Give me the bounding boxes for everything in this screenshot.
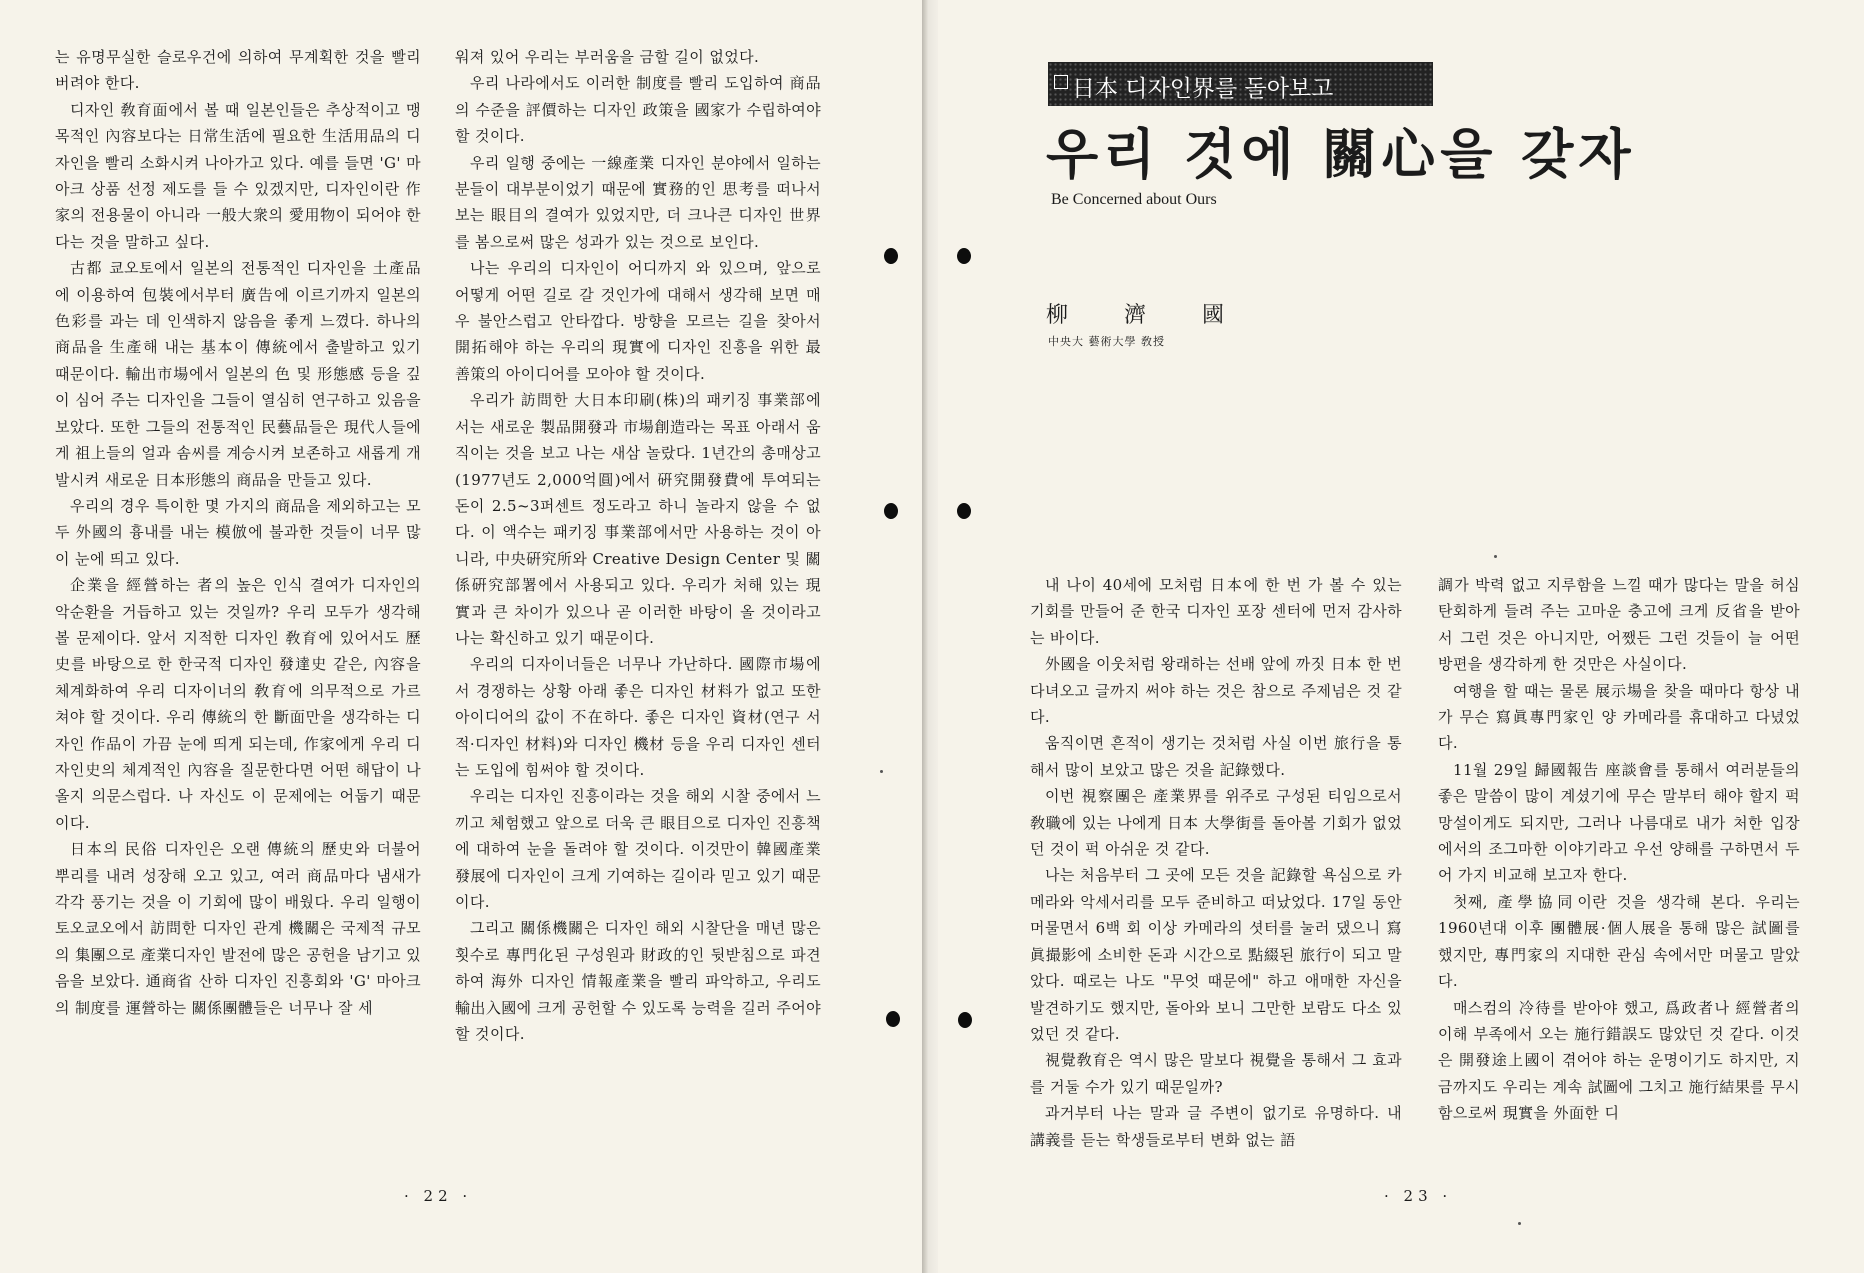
paragraph: 우리가 訪問한 大日本印刷(株)의 패키징 事業部에서는 새로운 製品開發과 市場創造라는 목표 아래서 움직이는 것을 보고 나는 새삼 놀랐다. 1년간의 총매상고(1977년도 2,000억圓)에서 硏究開發費에 투여되는 돈이 2.5~3퍼센트 정도라고 하니 놀라지 않을 수 없다. 이 액수는 패키징 事業部에서만 사용하는 것이 아니라, 中央硏究所와 Creative Design Center 및 關係硏究部署에서 사용되고 있다. 우리가 처해 있는 現實과 큰 차이가 있으나 곧 이러한 바탕이 올 것이라고 나는 확신하고 있기 때문이다.: [455, 391, 821, 647]
paragraph: 視覺敎育은 역시 많은 말보다 視覺을 통해서 그 효과를 거둘 수가 있기 때문일까?: [1030, 1051, 1402, 1096]
punch-hole: [958, 1012, 972, 1028]
kicker-text: 日本 디자인界를 돌아보고: [1072, 76, 1334, 102]
paragraph: 이번 視察團은 產業界를 위주로 구성된 티임으로서 敎職에 있는 나에게 日本 大學街를 돌아볼 기회가 없었던 것이 퍽 아쉬운 것 같다.: [1030, 787, 1402, 859]
right-page-column-1: [1030, 572, 1402, 1153]
author-name: 柳濟國: [1046, 303, 1281, 328]
paragraph: 日本의 民俗 디자인은 오랜 傳統의 歷史와 더불어 뿌리를 내려 성장해 오고 있고, 여러 商品마다 냄새가 각각 풍기는 것을 이 기회에 많이 배웠다. 우리 일행이 토오쿄오에서 訪問한 디자인 관계 機關은 국제적 규모의 集團으로 產業디자인 발전에 많은 공헌을 남기고 있음을 보았다. 通商省 산하 디자인 진흥회와 'G' 마아크의 制度를 運營하는 關係團體들은 너무나 잘 세: [55, 840, 421, 1017]
speck: [1518, 1222, 1521, 1225]
paragraph: 여행을 할 때는 물론 展示場을 찾을 때마다 항상 내가 무슨 寫眞專門家인 양 카메라를 휴대하고 다녔었다.: [1438, 681, 1800, 753]
author-affiliation: 中央大 藝術大學 敎授: [1048, 335, 1165, 348]
speck: [880, 770, 883, 773]
paragraph: 調가 박력 없고 지루함을 느낄 때가 많다는 말을 허심탄회하게 들려 주는 고마운 충고에 크게 反省을 받아서 그런 것은 아니지만, 어쨌든 그런 것들이 늘 어떤 방편을 생각하게 한 것만은 사실이다.: [1438, 576, 1800, 674]
spine-gutter: [922, 0, 938, 1273]
punch-hole: [884, 248, 898, 264]
left-page-column-1: [55, 44, 421, 1021]
page-number: · 23 ·: [1384, 1187, 1453, 1205]
paragraph: 첫째, 產學協同이란 것을 생각해 본다. 우리는 1960년대 이후 團體展·個人展을 통해 많은 試圖를 했지만, 專門家의 지대한 관심 속에서만 머물고 말았다.: [1438, 892, 1800, 991]
speck: [1494, 555, 1497, 558]
square-bullet-icon: [1054, 75, 1068, 89]
paragraph: 나는 우리의 디자인이 어디까지 와 있으며, 앞으로 어떻게 어떤 길로 갈 것인가에 대해서 생각해 보면 매우 불안스럽고 안타깝다. 방향을 모르는 길을 찾아서 開拓해야 하는 우리의 現實에 디자인 진흥을 위한 最善策의 아이디어를 모아야 할 것이다.: [455, 259, 821, 383]
series-kicker-banner: [1048, 62, 1433, 106]
paragraph: 매스컴의 冷待를 받아야 했고, 爲政者나 經營者의 이해 부족에서 오는 施行錯誤도 많았던 것 같다. 이것은 開發途上國이 겪어야 하는 운명이기도 하지만, 지금까지도 우리는 계속 試圖에 그치고 施行結果를 무시함으로써 現實을 外面한 디: [1438, 998, 1800, 1123]
paragraph: 는 유명무실한 슬로우건에 의하여 무계획한 것을 빨리 버려야 한다.: [55, 48, 421, 93]
paragraph: 우리의 디자이너들은 너무나 가난하다. 國際市場에서 경쟁하는 상황 아래 좋은 디자인 材料가 없고 또한 아이디어의 값이 不在하다. 좋은 디자인 資材(연구 서적·디자인 材料)와 디자인 機材 등을 우리 디자인 센터는 도입에 힘써야 할 것이다.: [455, 655, 821, 779]
paragraph: 그리고 關係機關은 디자인 해외 시찰단을 매년 많은 횟수로 專門化된 구성원과 財政的인 뒷받침으로 파견하여 海外 디자인 情報產業을 빨리 파악하고, 우리도 輸出入國에 크게 공헌할 수 있도록 능력을 길러 주어야 할 것이다.: [455, 919, 821, 1044]
article-headline: 우리 것에 關心을 갖자: [1046, 123, 1636, 186]
punch-hole: [957, 248, 971, 264]
paragraph: 과거부터 나는 말과 글 주변이 없기로 유명하다. 내 講義를 듣는 학생들로부터 변화 없는 語: [1030, 1104, 1402, 1149]
paragraph: 古都 쿄오토에서 일본의 전통적인 디자인을 土產品에 이용하여 包裝에서부터 廣告에 이르기까지 일본의 色彩를 과는 데 인색하지 않음을 좋게 느꼈다. 하나의 商品을 生產해 내는 基本이 傳統에서 출발하고 있기 때문이다. 輸出市場에서 일본의 色 및 形態感 등을 깊이 심어 주는 디자인을 그들이 열심히 연구하고 있음을 보았다. 또한 그들의 전통적인 民藝品들은 現代人들에게 祖上들의 얼과 솜씨를 계승시켜 보존하고 새롭게 개발시켜 새로운 日本形態의 商品을 만들고 있다.: [55, 259, 421, 489]
punch-hole: [884, 503, 898, 519]
paragraph: 11월 29일 歸國報告 座談會를 통해서 여러분들의 좋은 말씀이 많이 계셨기에 무슨 말부터 해야 할지 퍽 망설이게도 되지만, 그러나 나름대로 내가 처한 입장에서의 조그마한 이야기라고 우선 양해를 구하면서 두어 가지 비교해 보고자 한다.: [1438, 760, 1800, 885]
left-page: [0, 0, 922, 1273]
punch-hole: [886, 1011, 900, 1027]
article-subtitle: Be Concerned about Ours: [1051, 191, 1217, 208]
paragraph: 우리 나라에서도 이러한 制度를 빨리 도입하여 商品의 수준을 評價하는 디자인 政策을 國家가 수립하여야 할 것이다.: [455, 74, 821, 146]
paragraph: 우리 일행 중에는 一線產業 디자인 분야에서 일하는 분들이 대부분이었기 때문에 實務的인 思考를 떠나서 보는 眼目의 결여가 있었지만, 더 크나큰 디자인 世界를 봄으로써 많은 성과가 있는 것으로 보인다.: [455, 153, 821, 251]
left-page-column-2: [455, 44, 821, 1047]
paragraph: 우리의 경우 특이한 몇 가지의 商品을 제외하고는 모두 外國의 흉내를 내는 模倣에 불과한 것들이 너무 많이 눈에 띄고 있다.: [55, 496, 421, 568]
paragraph: 外國을 이웃처럼 왕래하는 선배 앞에 까짓 日本 한 번 다녀오고 글까지 써야 하는 것은 참으로 주제넘은 것 같다.: [1030, 655, 1402, 727]
paragraph: 움직이면 흔적이 생기는 것처럼 사실 이번 旅行을 통해서 많이 보았고 많은 것을 記錄했다.: [1030, 734, 1402, 779]
paragraph: 우리는 디자인 진흥이라는 것을 해외 시찰 중에서 느끼고 체험했고 앞으로 더욱 큰 眼目으로 디자인 진흥책에 대하여 눈을 돌려야 할 것이다. 이것만이 韓國產業發展에 디자인이 크게 기여하는 길이라 믿고 있기 때문이다.: [455, 787, 821, 911]
right-page-column-2: [1438, 572, 1800, 1127]
page-number: · 22 ·: [404, 1187, 473, 1205]
paragraph: 내 나이 40세에 모처럼 日本에 한 번 가 볼 수 있는 기회를 만들어 준 한국 디자인 포장 센터에 먼저 감사하는 바이다.: [1030, 576, 1402, 647]
paragraph: 디자인 敎育面에서 볼 때 일본인들은 추상적이고 맹목적인 內容보다는 日常生活에 필요한 生活用品의 디자인을 빨리 소화시켜 나아가고 있다. 예를 들면 'G' 마아크 상품 선정 제도를 들 수 있겠지만, 디자인이란 作家의 전용물이 아니라 一般大衆의 愛用物이 되어야 한다는 것을 말하고 싶다.: [55, 100, 421, 251]
paragraph: 나는 처음부터 그 곳에 모든 것을 記錄할 욕심으로 카메라와 악세서리를 모두 준비하고 떠났었다. 17일 동안 머물면서 6백 회 이상 카메라의 셧터를 눌러 댔으니 寫眞撮影에 소비한 돈과 시간으로 點綴된 旅行이 되고 말았다. 때로는 나도 "무엇 때문에" 하고 애매한 자신을 발견하기도 했지만, 돌아와 보니 그만한 보람도 다소 있었던 것 같다.: [1030, 866, 1402, 1043]
paragraph: 企業을 經營하는 者의 높은 인식 결여가 디자인의 악순환을 거듭하고 있는 것일까? 우리 모두가 생각해 볼 문제이다. 앞서 지적한 디자인 敎育에 있어서도 歷史를 바탕으로 한 한국적 디자인 發達史 같은, 內容을 체계화하여 우리 디자이너의 敎育에 의무적으로 가르쳐야 할 것이다. 우리 傳統의 한 斷面만을 생각하는 디자인 作品이 가끔 눈에 띄게 되는데, 作家에게 우리 디자인史의 체계적인 內容을 질문한다면 어떤 해답이 나올지 의문스럽다. 나 자신도 이 문제에는 어둡기 때문이다.: [55, 576, 421, 832]
punch-hole: [957, 503, 971, 519]
paragraph: 워져 있어 우리는 부러움을 금할 길이 없었다.: [455, 48, 760, 66]
